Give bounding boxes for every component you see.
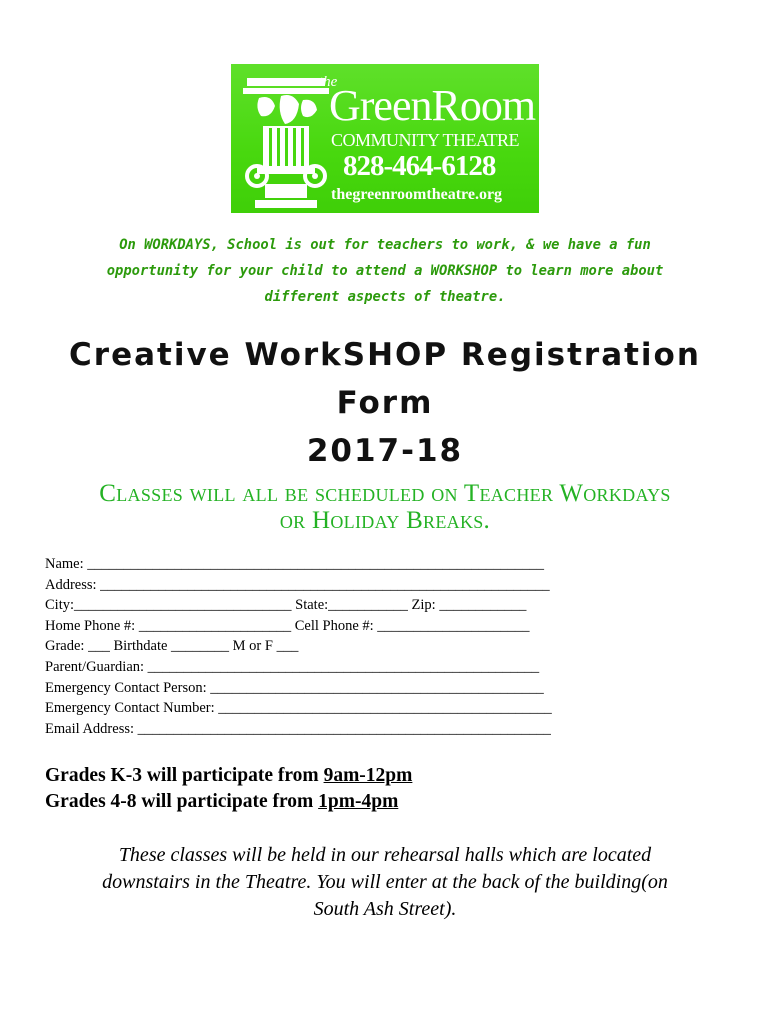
- intro-line: different aspects of theatre.: [264, 289, 506, 305]
- field-emergency-contact-number[interactable]: Emergency Contact Number: ______________________________________________: [45, 700, 552, 717]
- logo-subtitle: COMMUNITY THEATRE: [331, 130, 519, 150]
- note-line: These classes will be held in our rehearsal halls which are located: [118, 844, 652, 866]
- schedule-notice: [40, 480, 730, 534]
- logo-phone: 828-464-6128: [343, 150, 496, 182]
- logo-the: the: [319, 74, 338, 90]
- ionic-column-icon: [241, 72, 331, 210]
- field-address[interactable]: Address: ______________________________________________________________: [45, 576, 550, 593]
- time-k3: [45, 763, 412, 789]
- session-times: [45, 763, 412, 815]
- schedule-line: or Holiday Breaks.: [279, 507, 491, 534]
- time-k3-label: Grades K-3 will participate from: [45, 765, 324, 786]
- intro-line: On WORKDAYS, School is out for teachers to work, & we have a fun: [119, 237, 651, 253]
- field-emergency-contact-person[interactable]: Emergency Contact Person: ______________________________________________: [45, 679, 544, 696]
- logo-name: GreenRoom: [329, 81, 536, 130]
- title-line: Creative WorkSHOP Registration: [69, 337, 701, 373]
- time-4-8-hours: 1pm-4pm: [318, 791, 399, 812]
- field-city-state-zip[interactable]: City:______________________________ State:___________ Zip: ____________: [45, 597, 527, 614]
- note-line: downstairs in the Theatre. You will enter at the back of the building(on: [102, 871, 668, 893]
- greenroom-logo: [231, 64, 539, 213]
- field-phones[interactable]: Home Phone #: _____________________ Cell Phone #: _____________________: [45, 617, 530, 634]
- field-grade-birthdate-sex[interactable]: Grade: ___ Birthdate ________ M or F ___: [45, 638, 299, 655]
- time-4-8-label: Grades 4-8 will participate from: [45, 791, 319, 812]
- intro-line: opportunity for your child to attend a WORKSHOP to learn more about: [106, 263, 664, 279]
- intro-paragraph: [60, 232, 710, 310]
- title-line: Form: [336, 385, 434, 421]
- time-k3-hours: 9am-12pm: [323, 765, 413, 786]
- title-year: 2017-18: [306, 433, 464, 469]
- field-name[interactable]: Name: _______________________________________________________________: [45, 556, 545, 572]
- field-email-address[interactable]: Email Address: _________________________________________________________: [45, 720, 551, 737]
- schedule-line: Classes will all be scheduled on Teacher Workdays: [99, 480, 671, 507]
- form-title: [30, 331, 740, 475]
- logo-website: thegreenroomtheatre.org: [331, 186, 503, 203]
- note-line: South Ash Street).: [313, 898, 457, 920]
- time-4-8: [45, 789, 412, 815]
- location-note: [40, 842, 730, 923]
- registration-fields: [45, 554, 552, 739]
- field-parent-guardian[interactable]: Parent/Guardian: ______________________________________________________: [45, 658, 540, 675]
